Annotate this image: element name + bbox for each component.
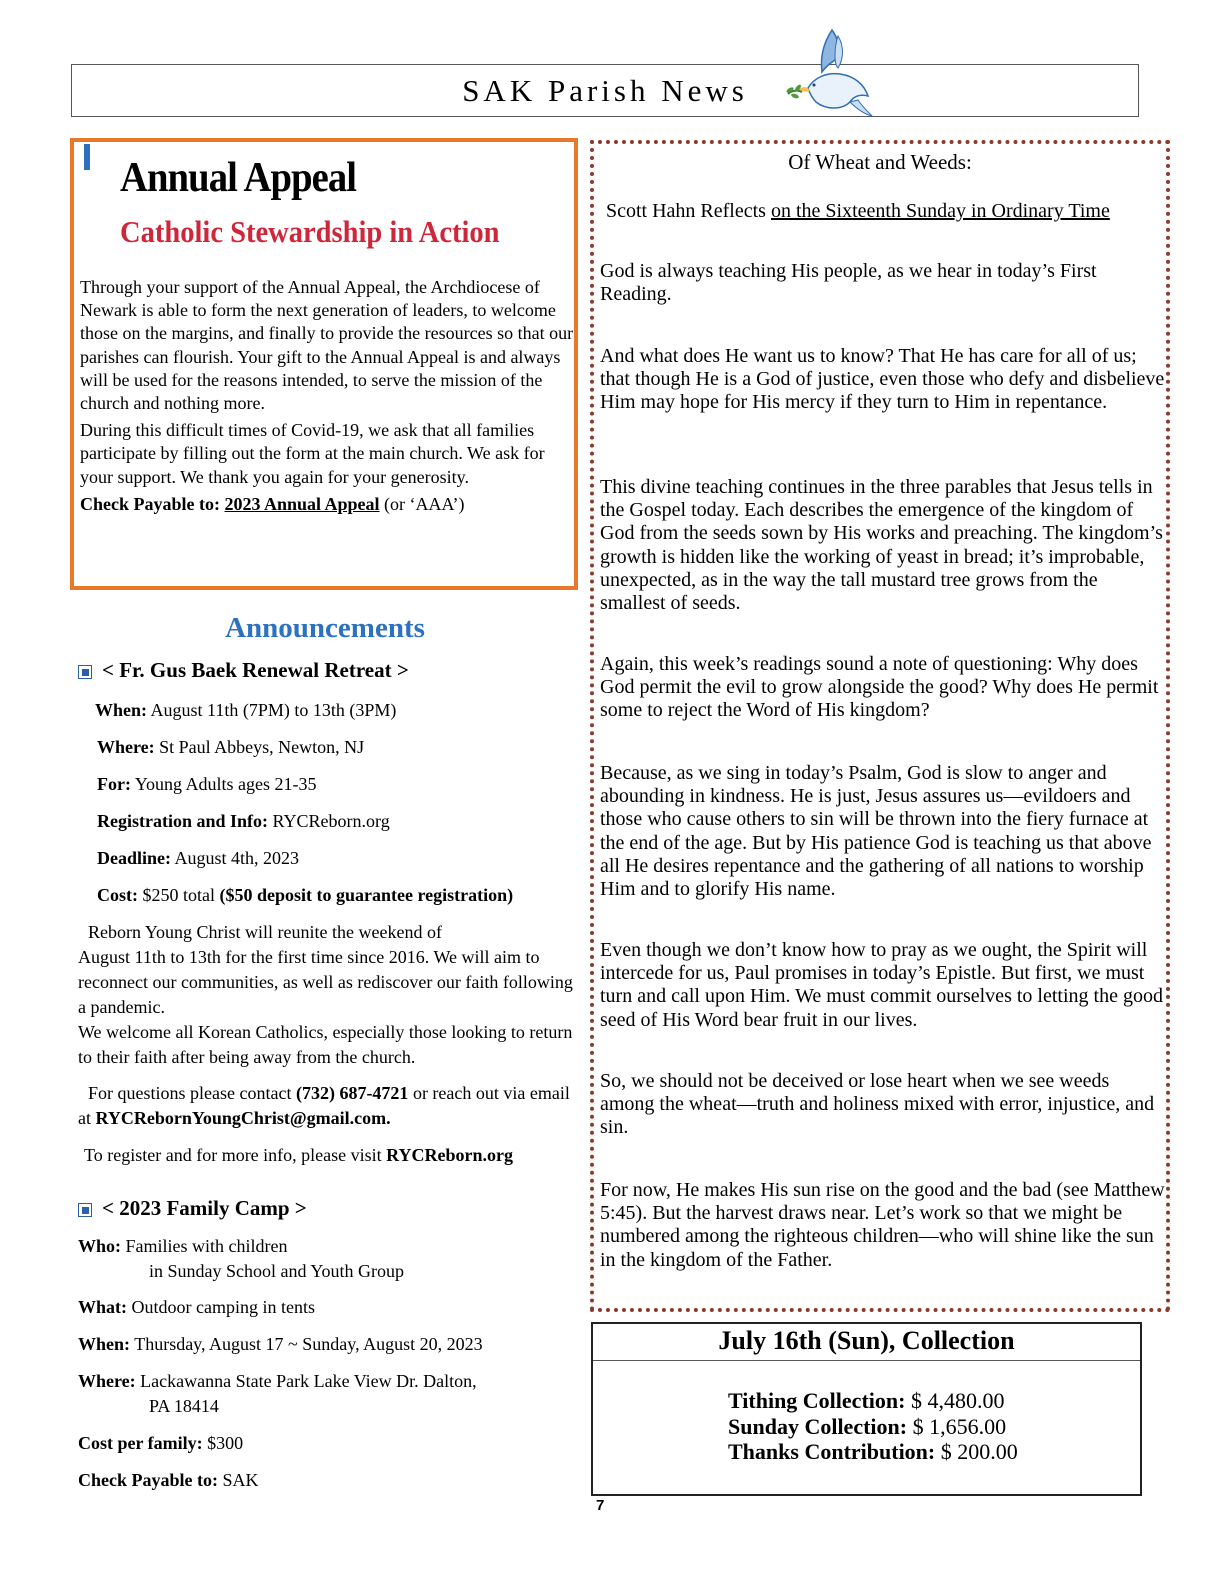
retreat-heading-text: < Fr. Gus Baek Renewal Retreat > [102,658,409,682]
reflection-title: Of Wheat and Weeds: [788,150,972,174]
camp-what: What: Outdoor camping in tents [78,1297,315,1317]
camp-who: Who: Families with children [78,1236,288,1256]
retreat-deadline: Deadline: August 4th, 2023 [97,848,300,868]
page-number: 7 [596,1497,605,1514]
camp-where-cont: PA 18414 [149,1396,219,1416]
collection-heading: July 16th (Sun), Collection [593,1324,1140,1361]
camp-heading-text: < 2023 Family Camp > [102,1196,307,1220]
appeal-check-line [80,493,574,516]
appeal-subtitle: Catholic Stewardship in Action [120,214,500,249]
newsletter-title: SAK Parish News [462,73,748,108]
camp-when: When: Thursday, August 17 ~ Sunday, August 20, 2023 [78,1334,483,1354]
retreat-registration: Registration and Info: RYCReborn.org [97,811,390,831]
camp-who-cont: in Sunday School and Youth Group [149,1261,405,1281]
retreat-where: Where: St Paul Abbeys, Newton, NJ [97,737,365,757]
masthead [71,64,1139,117]
camp-cost: Cost per family: $300 [78,1433,244,1453]
appeal-marker [84,144,90,170]
retreat-cost: Cost: $250 total ($50 deposit to guarantee registration) [97,885,514,905]
reflection-paragraph: This divine teaching continues in the three parables that Jesus tells in the Gospel today. Each describes the emergence of the kingdom of God from the seeds sown by His works and preaching. The kingdom’s growth is hidden like the working of yeast in bread; it’s improbable, unexpected, as in the way the tall mustard tree grows from the smallest of seeds. [600,476,1163,615]
sunday-line: Sunday Collection: $ 1,656.00 [728,1413,1007,1439]
checkbox-icon [78,1203,92,1217]
collection-lines [728,1388,1018,1465]
reflection-box [590,140,1170,1312]
reflection-paragraph: And what does He want us to know? That He has care for all of us; that though He is a God of justice, even those who defy and disbelieve Him may hope for His mercy if they turn to Him in repentance. [600,345,1165,414]
retreat-when: When: August 11th (7PM) to 13th (3PM) [95,700,397,720]
reflection-paragraph: God is always teaching His people, as we hear in today’s First Reading. [600,260,1097,306]
checkbox-icon [78,665,92,679]
appeal-paragraph: During this difficult times of Covid-19, we ask that all families participate by filling out the form at the main church. We ask for your support. We thank you again for your generosity. [80,420,545,487]
appeal-title: Annual Appeal [120,155,357,201]
announcements-title: Announcements [225,612,425,644]
reflection-subtitle-link: on the Sixteenth Sunday in Ordinary Time [770,200,1110,222]
reflection-paragraph: For now, He makes His sun rise on the good and the bad (see Matthew 5:45). But the harvest draws near. Let’s work so that we might be numbered among the righteous children—who will shine like the sun in the kingdom of the Father. [600,1179,1165,1271]
reflection-paragraph: Again, this week’s readings sound a note of questioning: Why does God permit the evil to grow alongside the good? Why does He permit some to reject the Word of His kingdom? [600,653,1159,722]
reflection-paragraph: Because, as we sing in today’s Psalm, God is slow to anger and abounding in kindness. He is just, Jesus assures us—evildoers and those who cause others to sin will be thrown into the fiery furnace at the end of the age. But by His patience God is teaching us that above all He desires repentance and the gathering of all nations to worship Him and to glorify His name. [600,762,1152,901]
annual-appeal-box [70,138,578,590]
collection-box [591,1322,1142,1496]
appeal-body [80,276,574,516]
camp-where: Where: Lackawanna State Park Lake View Dr. Dalton, [78,1371,477,1391]
retreat-description: Reborn Young Christ will reunite the weekend of August 11th to 13th for the first time since 2016. We will aim to reconnect our communities, as well as rediscover our faith following a pandemic. We welcome all Korean Catholics, especially those looking to return to their faith after being away from the church. [78,922,573,1067]
thanks-line: Thanks Contribution: $ 200.00 [728,1439,1018,1464]
check-label: Check Payable to: [80,493,220,514]
reflection-paragraph: Even though we don’t know how to pray as we ought, the Spirit will intercede for us, Paul promises in today’s Epistle. But first, we must turn and call upon Him. We must commit ourselves to letting the good seed of His Word bear fruit in our lives. [600,939,1163,1031]
camp-heading [78,1196,307,1221]
reflection-paragraph: So, we should not be deceived or lose heart when we see weeds among the wheat—truth and holiness mixed with error, injustice, and sin. [600,1070,1155,1139]
camp-check: Check Payable to: SAK [78,1470,259,1490]
dove-icon [780,22,880,122]
retreat-heading [78,658,409,683]
retreat-for: For: Young Adults ages 21-35 [97,774,317,794]
tithing-line: Tithing Collection: $ 4,480.00 [728,1388,1005,1413]
check-suffix: (or ‘AAA’) [384,493,465,514]
appeal-paragraph: Through your support of the Annual Appeal, the Archdiocese of Newark is able to form the next generation of leaders, to welcome those on the margins, and finally to provide the resources so that our parishes can flourish. Your gift to the Annual Appeal is and always will be used for the reasons intended, to serve the mission of the church and nothing more. [80,277,574,414]
reflection-subtitle: Scott Hahn Reflects on the Sixteenth Sunday in Ordinary Time [606,200,1110,222]
retreat-register: To register and for more info, please visit RYCReborn.org [84,1145,514,1165]
check-value: 2023 Annual Appeal [224,493,380,514]
retreat-contact: For questions please contact (732) 687-4721 or reach out via email at RYCRebornYoungChrist@gmail.com. [78,1083,570,1128]
